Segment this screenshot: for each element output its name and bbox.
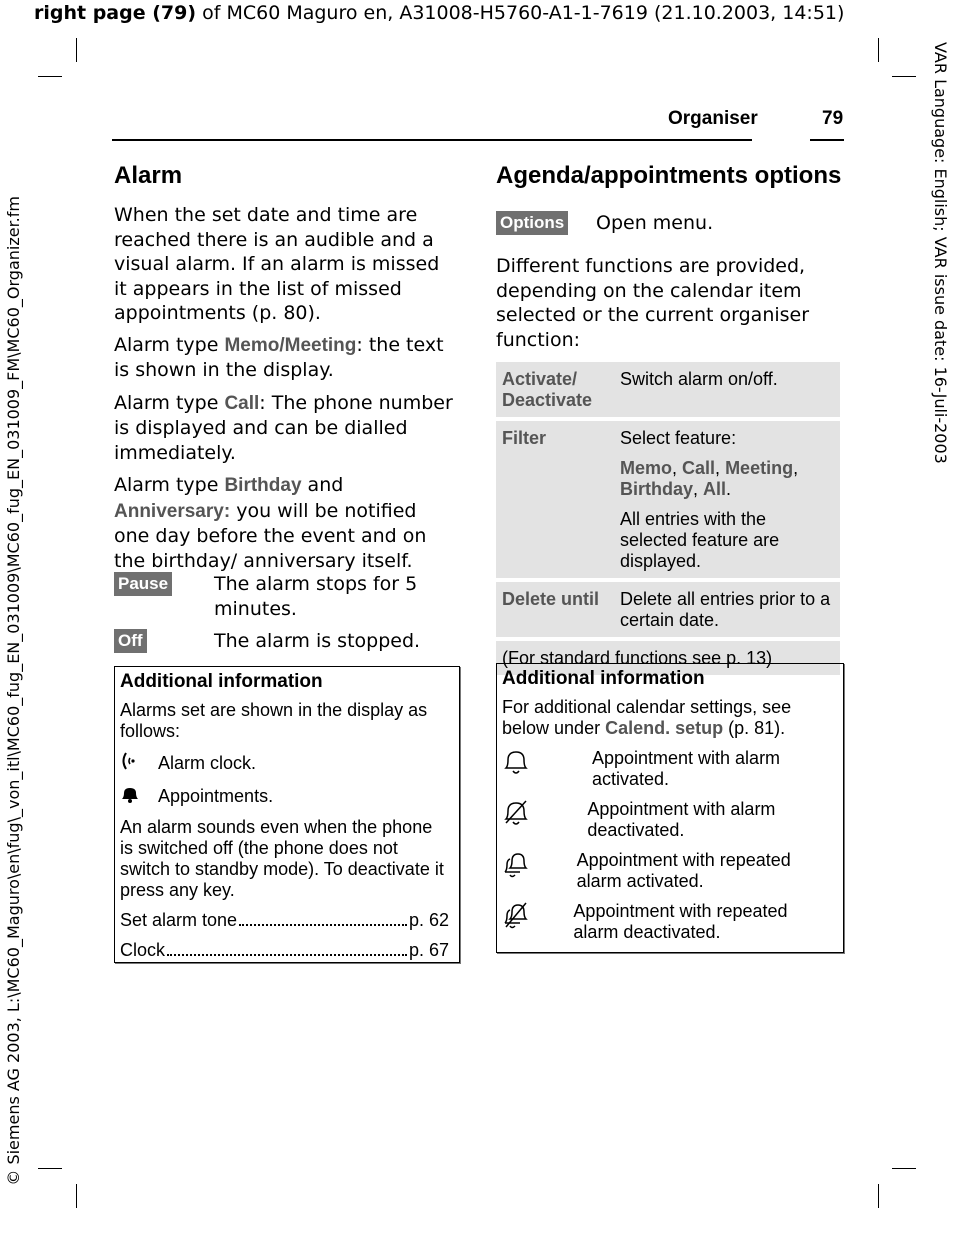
option-label-delete: Delete until: [496, 582, 614, 637]
section-title: Organiser: [668, 108, 758, 129]
option-desc-delete: Delete all entries prior to a certain date.: [614, 582, 840, 637]
off-softkey[interactable]: Off: [114, 629, 147, 653]
crop-mark: [38, 1168, 62, 1169]
pause-softkey-row: [114, 572, 172, 596]
crop-mark: [892, 1168, 916, 1169]
option-row-filter: [496, 421, 840, 578]
header-rule: [112, 139, 844, 141]
alarm-info-box: [114, 666, 460, 963]
bell-icon: [120, 785, 158, 808]
agenda-options-table: [496, 358, 840, 679]
option-desc-activate: Switch alarm on/off.: [614, 362, 840, 417]
alarm-section: [114, 162, 454, 573]
alarm-birthday-para: Alarm type Birthday and Anniversary: you will be notified one day before the event and on the birthday/ anniversary itself.: [114, 474, 427, 572]
agenda-intro: Different functions are provided, depending on the calendar item selected or the current organiser function:: [496, 255, 810, 351]
option-row-activate: [496, 362, 840, 417]
alarm-note: An alarm sounds even when the phone is switched off (the phone does not switch to standby mode). To deactivate it press any key.: [120, 817, 444, 900]
alarm-call-para: Alarm type Call: The phone number is displayed and can be dialled immediately.: [114, 391, 453, 464]
file-path-side-text: © Siemens AG 2003, L:\MC60_Maguro\en\fug\_von_itl\MC60_fug_EN_031009\MC60_fug_EN_031009_FM\MC60_Organizer.fm: [4, 196, 23, 1186]
alarm-clock-row: Alarm clock.: [120, 751, 449, 776]
standard-functions-note: (For standard functions see p. 13): [496, 641, 840, 675]
alarm-intro: When the set date and time are reached there is an audible and a visual alarm. If an alarm is missed it appears in the list of missed appointments (p. 80).: [114, 204, 440, 324]
pause-desc: The alarm stops for 5 minutes.: [214, 573, 418, 620]
option-row-delete: [496, 582, 840, 637]
icon-row-alarm-on: Appointment with alarm activated.: [502, 748, 835, 790]
ref-set-alarm-tone[interactable]: Set alarm tone p. 62: [120, 910, 449, 930]
crop-mark: [38, 76, 62, 77]
agenda-section: [496, 162, 842, 190]
ref-clock[interactable]: Clock p. 67: [120, 940, 449, 960]
alarm-clock-icon: [120, 751, 158, 776]
off-softkey-row: [114, 629, 147, 653]
crop-mark: [878, 38, 879, 62]
agenda-heading: Agenda/appointments options: [496, 162, 842, 189]
agenda-info-title: Additional information: [502, 668, 705, 689]
bell-outline-icon: [502, 748, 592, 790]
options-softkey-row: [496, 211, 568, 235]
pause-softkey[interactable]: Pause: [114, 572, 172, 596]
crop-mark: [76, 38, 77, 62]
appointments-row: Appointments.: [120, 785, 449, 808]
agenda-info-line: For additional calendar settings, see below under Calend. setup (p. 81).: [502, 697, 792, 738]
crop-mark: [892, 76, 916, 77]
alarm-heading: Alarm: [114, 162, 183, 189]
icon-row-repeat-off: Appointment with repeated alarm deactivated.: [502, 901, 835, 943]
bell-repeat-icon: [502, 850, 577, 892]
icon-row-repeat-on: Appointment with repeated alarm activated.: [502, 850, 835, 892]
crop-mark: [878, 1184, 879, 1208]
off-desc: The alarm is stopped.: [214, 630, 421, 652]
page-number: 79: [822, 108, 844, 129]
option-desc-filter: Select feature: Memo, Call, Meeting, Birthday, All. All entries with the selected feature are displayed.: [614, 421, 840, 578]
alarm-memo-para: Alarm type Memo/Meeting: the text is shown in the display.: [114, 333, 444, 381]
bell-crossed-icon: [502, 799, 587, 841]
agenda-info-box: [496, 663, 844, 953]
bell-repeat-crossed-icon: [502, 901, 573, 943]
language-side-text: VAR Language: English; VAR issue date: 16-Juli-2003: [931, 42, 950, 464]
print-info-line: right page (79) of MC60 Maguro en, A31008-H5760-A1-1-7619 (21.10.2003, 14:51): [34, 2, 845, 24]
icon-row-alarm-off: Appointment with alarm deactivated.: [502, 799, 835, 841]
info-line: Alarms set are shown in the display as follows:: [120, 700, 428, 741]
option-label-filter: Filter: [496, 421, 614, 578]
options-softkey[interactable]: Options: [496, 211, 568, 235]
crop-mark: [76, 1184, 77, 1208]
options-desc: Open menu.: [596, 212, 714, 234]
option-label-activate: Activate/ Deactivate: [496, 362, 614, 417]
info-title: Additional information: [120, 671, 323, 692]
